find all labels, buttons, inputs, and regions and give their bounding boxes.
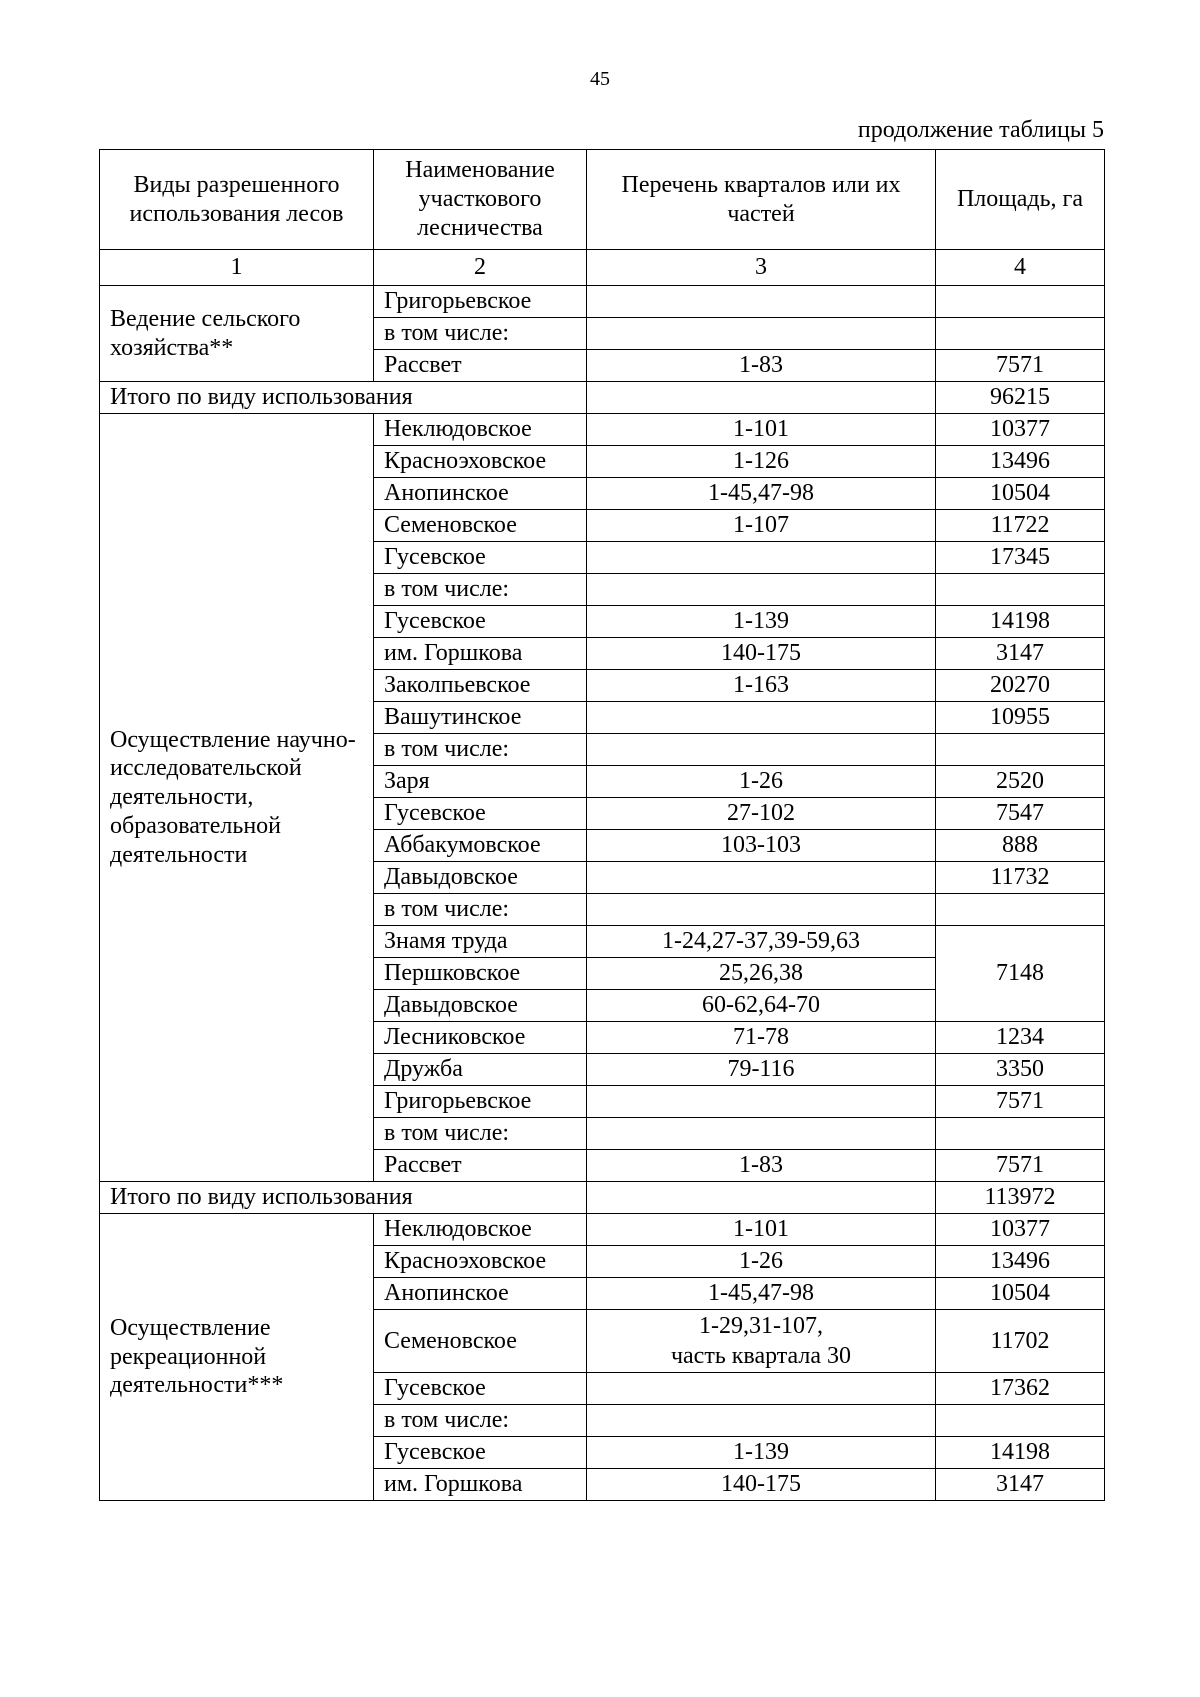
- blocks-cell: [587, 1118, 936, 1150]
- header-use-type: Виды разрешенного использования лесов: [100, 150, 374, 250]
- forestry-cell: Григорьевское: [374, 286, 587, 318]
- forestry-cell: Заколпьевское: [374, 670, 587, 702]
- table-row: [100, 414, 1105, 446]
- blocks-cell: 1-45,47-98: [587, 1278, 936, 1310]
- area-cell: 7571: [936, 350, 1105, 382]
- area-cell: [936, 574, 1105, 606]
- area-cell: 11702: [936, 1310, 1105, 1373]
- forestry-cell: Гусевское: [374, 542, 587, 574]
- area-cell-merged: 7148: [936, 926, 1105, 1022]
- blocks-cell: 1-26: [587, 1246, 936, 1278]
- area-cell: 10377: [936, 414, 1105, 446]
- forestry-cell: Давыдовское: [374, 990, 587, 1022]
- blocks-cell: 1-107: [587, 510, 936, 542]
- blocks-cell: [587, 382, 936, 414]
- forestry-cell: Семеновское: [374, 1310, 587, 1373]
- area-cell: 13496: [936, 1246, 1105, 1278]
- column-number: 1: [100, 250, 374, 286]
- blocks-cell: 1-101: [587, 1214, 936, 1246]
- forestry-cell: им. Горшкова: [374, 1469, 587, 1501]
- blocks-cell: [587, 1310, 936, 1373]
- blocks-cell: [587, 574, 936, 606]
- blocks-cell: [587, 318, 936, 350]
- table-row: [100, 286, 1105, 318]
- forestry-cell: в том числе:: [374, 574, 587, 606]
- forestry-cell: в том числе:: [374, 734, 587, 766]
- forestry-cell: Гусевское: [374, 1437, 587, 1469]
- blocks-cell: 79-116: [587, 1054, 936, 1086]
- blocks-cell: 1-26: [587, 766, 936, 798]
- area-cell: [936, 318, 1105, 350]
- column-numbers-row: [100, 250, 1105, 286]
- blocks-cell: [587, 734, 936, 766]
- forestry-cell: Неклюдовское: [374, 1214, 587, 1246]
- blocks-cell: [587, 1405, 936, 1437]
- forestry-cell: Вашутинское: [374, 702, 587, 734]
- blocks-cell: [587, 1086, 936, 1118]
- blocks-cell: [587, 862, 936, 894]
- area-cell: 10955: [936, 702, 1105, 734]
- area-cell: 17362: [936, 1373, 1105, 1405]
- column-number: 4: [936, 250, 1105, 286]
- area-cell: 7571: [936, 1086, 1105, 1118]
- forestry-cell: Рассвет: [374, 350, 587, 382]
- blocks-cell: [587, 1182, 936, 1214]
- area-cell: [936, 734, 1105, 766]
- blocks-cell: 140-175: [587, 638, 936, 670]
- blocks-cell: 103-103: [587, 830, 936, 862]
- area-cell: 17345: [936, 542, 1105, 574]
- blocks-line: 1-29,31-107,: [699, 1313, 823, 1339]
- forestry-cell: Аббакумовское: [374, 830, 587, 862]
- use-type-cell: Осуществление научно-исследовательской деятельности, образовательной деятельности: [100, 414, 374, 1182]
- area-cell: [936, 1405, 1105, 1437]
- forestry-cell: Неклюдовское: [374, 414, 587, 446]
- forestry-cell: Давыдовское: [374, 862, 587, 894]
- area-cell: [936, 286, 1105, 318]
- total-label: Итого по виду использования: [100, 1182, 587, 1214]
- area-cell: 10377: [936, 1214, 1105, 1246]
- blocks-cell: [587, 894, 936, 926]
- blocks-cell: 1-139: [587, 1437, 936, 1469]
- forest-use-table: [99, 149, 1105, 1501]
- blocks-cell: 1-101: [587, 414, 936, 446]
- total-row: [100, 382, 1105, 414]
- table-continuation-label: продолжение таблицы 5: [857, 117, 1104, 143]
- area-cell: 7547: [936, 798, 1105, 830]
- forestry-cell: Гусевское: [374, 606, 587, 638]
- blocks-cell: 60-62,64-70: [587, 990, 936, 1022]
- area-cell: 10504: [936, 1278, 1105, 1310]
- forestry-cell: Дружба: [374, 1054, 587, 1086]
- area-cell: 14198: [936, 1437, 1105, 1469]
- forestry-cell: в том числе:: [374, 1405, 587, 1437]
- blocks-cell: 1-83: [587, 350, 936, 382]
- forestry-cell: Семеновское: [374, 510, 587, 542]
- total-value: 113972: [936, 1182, 1105, 1214]
- area-cell: 888: [936, 830, 1105, 862]
- area-cell: 20270: [936, 670, 1105, 702]
- area-cell: 11732: [936, 862, 1105, 894]
- forestry-cell: Анопинское: [374, 1278, 587, 1310]
- blocks-cell: 1-45,47-98: [587, 478, 936, 510]
- area-cell: [936, 894, 1105, 926]
- forestry-cell: Рассвет: [374, 1150, 587, 1182]
- forestry-cell: в том числе:: [374, 894, 587, 926]
- area-cell: 2520: [936, 766, 1105, 798]
- area-cell: 3147: [936, 1469, 1105, 1501]
- blocks-cell: [587, 702, 936, 734]
- area-cell: 10504: [936, 478, 1105, 510]
- forestry-cell: Красноэховское: [374, 1246, 587, 1278]
- blocks-cell: 71-78: [587, 1022, 936, 1054]
- forestry-cell: им. Горшкова: [374, 638, 587, 670]
- forestry-cell: в том числе:: [374, 1118, 587, 1150]
- page-number: 45: [590, 68, 610, 90]
- header-blocks-list: Перечень кварталов или их частей: [587, 150, 936, 250]
- blocks-cell: 1-83: [587, 1150, 936, 1182]
- area-cell: 1234: [936, 1022, 1105, 1054]
- table-header-row: [100, 150, 1105, 250]
- blocks-cell: [587, 542, 936, 574]
- area-cell: [936, 1118, 1105, 1150]
- use-type-cell: Ведение сельского хозяйства**: [100, 286, 374, 382]
- area-cell: 3350: [936, 1054, 1105, 1086]
- blocks-cell: 1-139: [587, 606, 936, 638]
- blocks-cell: 1-163: [587, 670, 936, 702]
- forestry-cell: Григорьевское: [374, 1086, 587, 1118]
- forestry-cell: Першковское: [374, 958, 587, 990]
- total-value: 96215: [936, 382, 1105, 414]
- use-type-cell: Осуществление рекреационной деятельности***: [100, 1214, 374, 1501]
- header-forestry-name: Наименование участкового лесничества: [374, 150, 587, 250]
- forestry-cell: в том числе:: [374, 318, 587, 350]
- total-label: Итого по виду использования: [100, 382, 587, 414]
- area-cell: 3147: [936, 638, 1105, 670]
- blocks-cell: 1-24,27-37,39-59,63: [587, 926, 936, 958]
- forestry-cell: Лесниковское: [374, 1022, 587, 1054]
- column-number: 2: [374, 250, 587, 286]
- area-cell: 14198: [936, 606, 1105, 638]
- header-area: Площадь, га: [936, 150, 1105, 250]
- blocks-cell: [587, 286, 936, 318]
- area-cell: 11722: [936, 510, 1105, 542]
- blocks-cell: 140-175: [587, 1469, 936, 1501]
- table-row: [100, 1214, 1105, 1246]
- forestry-cell: Заря: [374, 766, 587, 798]
- column-number: 3: [587, 250, 936, 286]
- forestry-cell: Гусевское: [374, 798, 587, 830]
- blocks-cell: 25,26,38: [587, 958, 936, 990]
- blocks-cell: 27-102: [587, 798, 936, 830]
- area-cell: 7571: [936, 1150, 1105, 1182]
- forestry-cell: Гусевское: [374, 1373, 587, 1405]
- forestry-cell: Знамя труда: [374, 926, 587, 958]
- total-row: [100, 1182, 1105, 1214]
- forestry-cell: Анопинское: [374, 478, 587, 510]
- forestry-cell: Красноэховское: [374, 446, 587, 478]
- blocks-line: часть квартала 30: [670, 1343, 852, 1369]
- blocks-cell: 1-126: [587, 446, 936, 478]
- area-cell: 13496: [936, 446, 1105, 478]
- blocks-cell: [587, 1373, 936, 1405]
